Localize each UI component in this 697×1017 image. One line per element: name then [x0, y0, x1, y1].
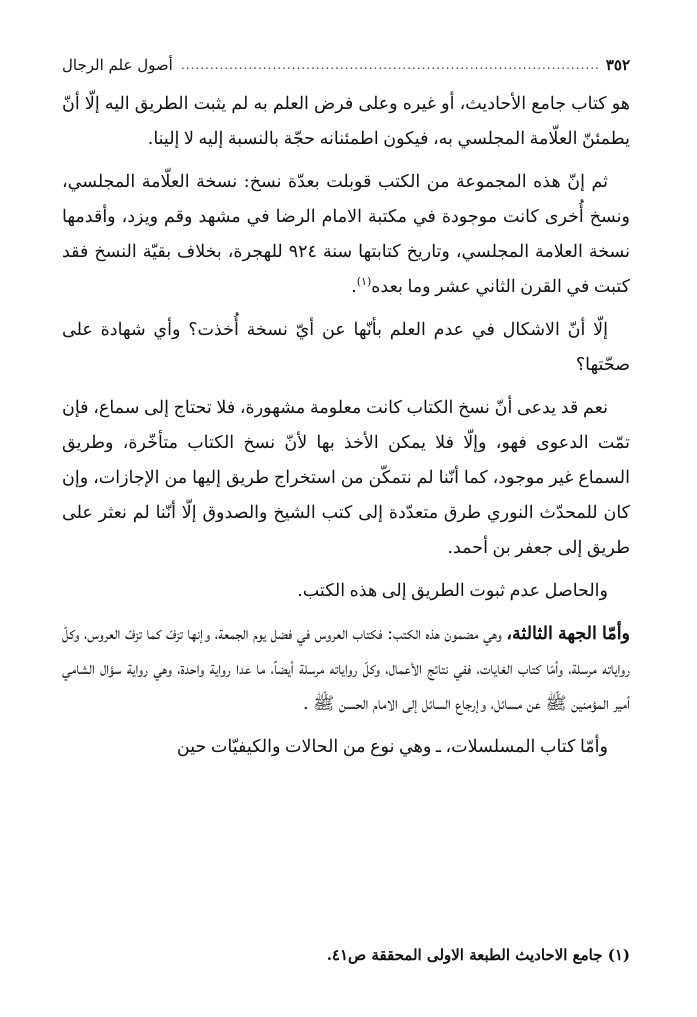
- running-header: [62, 52, 630, 78]
- paragraph-5: [62, 574, 630, 609]
- paragraph-3: [62, 313, 630, 383]
- page-number: ٣٥٢: [605, 56, 630, 74]
- paragraph-text: إلّا أنّ الاشكال في عدم العلم بأنّها عن أيّ نسخة أُخذت؟ وأي شهادة على صحّتها؟: [62, 320, 630, 375]
- section-heading: وأمّا الجهة الثالثة،: [506, 624, 631, 644]
- paragraph-text: وهي مضمون هذه الكتب: فكتاب العروس في فضل يوم الجمعة، وإنها تزفّ كما تزفّ العروس، وكلّ رواياته مرسلة، وأمّا كتاب الغايات، ففي نتائج الأعمال، وكلّ رواياته مرسلة أيضاً، ما عدا رواية واحدة، وهي رواية سؤال الشامي أمير المؤمنين ﷺ عن مسائل، وإرجاع السائل إلى الامام الحسن ﷺ .: [62, 624, 630, 714]
- book-title: أصول علم الرجال: [62, 56, 173, 74]
- paragraph-text: هو كتاب جامع الأحاديث، أو غيره وعلى فرض العلم به لم يثبت الطريق اليه إلّا أنّ يطمئنّ العلّامة المجلسي به، فيكون اطمئنانه حجّة بالنسبة إليه لا إلينا.: [62, 94, 630, 149]
- footnote-marker[interactable]: (١): [356, 275, 372, 289]
- book-page: [62, 52, 630, 992]
- header-dot-leader: [179, 58, 600, 72]
- paragraph-text: وأمّا كتاب المسلسلات، ـ وهي نوع من الحالات والكيفيّات حين: [176, 737, 608, 757]
- paragraph-text: والحاصل عدم ثبوت الطريق إلى هذه الكتب.: [297, 581, 608, 601]
- paragraph-text: ثم إنّ هذه المجموعة من الكتب قوبلت بعدّة نسخ: نسخة العلّامة المجلسي، ونسخ أُخرى كانت موجودة في مكتبة الامام الرضا في مشهد وقم ويزد، وأقدمها نسخة العلامة المجلسي، وتاريخ كتابتها سنة ٩٢٤ للهجرة، بخلاف بقيّة النسخ فقد كتبت في القرن الثاني عشر وما بعده: [62, 172, 630, 297]
- paragraph-1: [62, 87, 630, 157]
- paragraph-2: ثم إنّ هذه المجموعة من الكتب قوبلت بعدّة نسخ: نسخة العلّامة المجلسي، ونسخ أُخرى كانت موجودة في مكتبة الامام الرضا في مشهد وقم ويزد، وأقدمها نسخة العلامة المجلسي، وتاريخ كتابتها سنة ٩٢٤ للهجرة، بخلاف بقيّة النسخ فقد كتبت في القرن الثاني عشر وما بعده$^{(١)}$.: [62, 172, 630, 297]
- paragraph-6: [62, 617, 630, 722]
- paragraph-7: [62, 730, 630, 765]
- paragraph-4: [62, 391, 630, 566]
- paragraph-text: نعم قد يدعى أنّ نسخ الكتاب كانت معلومة مشهورة، فلا تحتاج إلى سماع، فإن تمّت الدعوى فهو، وإلّا فلا يمكن الأخذ بها لأنّ نسخ الكتاب متأخّرة، وطريق السماع غير موجود، كما أنّنا لم نتمكّن من استخراج طريق إليها من الإجازات، وإن كان للمحدّث النوري طرق متعدّدة إلى كتب الشيخ والصدوق إلّا أنّنا لم نعثر على طريق إلى جعفر بن أحمد.: [62, 398, 630, 558]
- page-body: [62, 87, 630, 773]
- footnote: (١) جامع الاحاديث الطبعة الاولى المحققة ص٤١.: [326, 946, 630, 964]
